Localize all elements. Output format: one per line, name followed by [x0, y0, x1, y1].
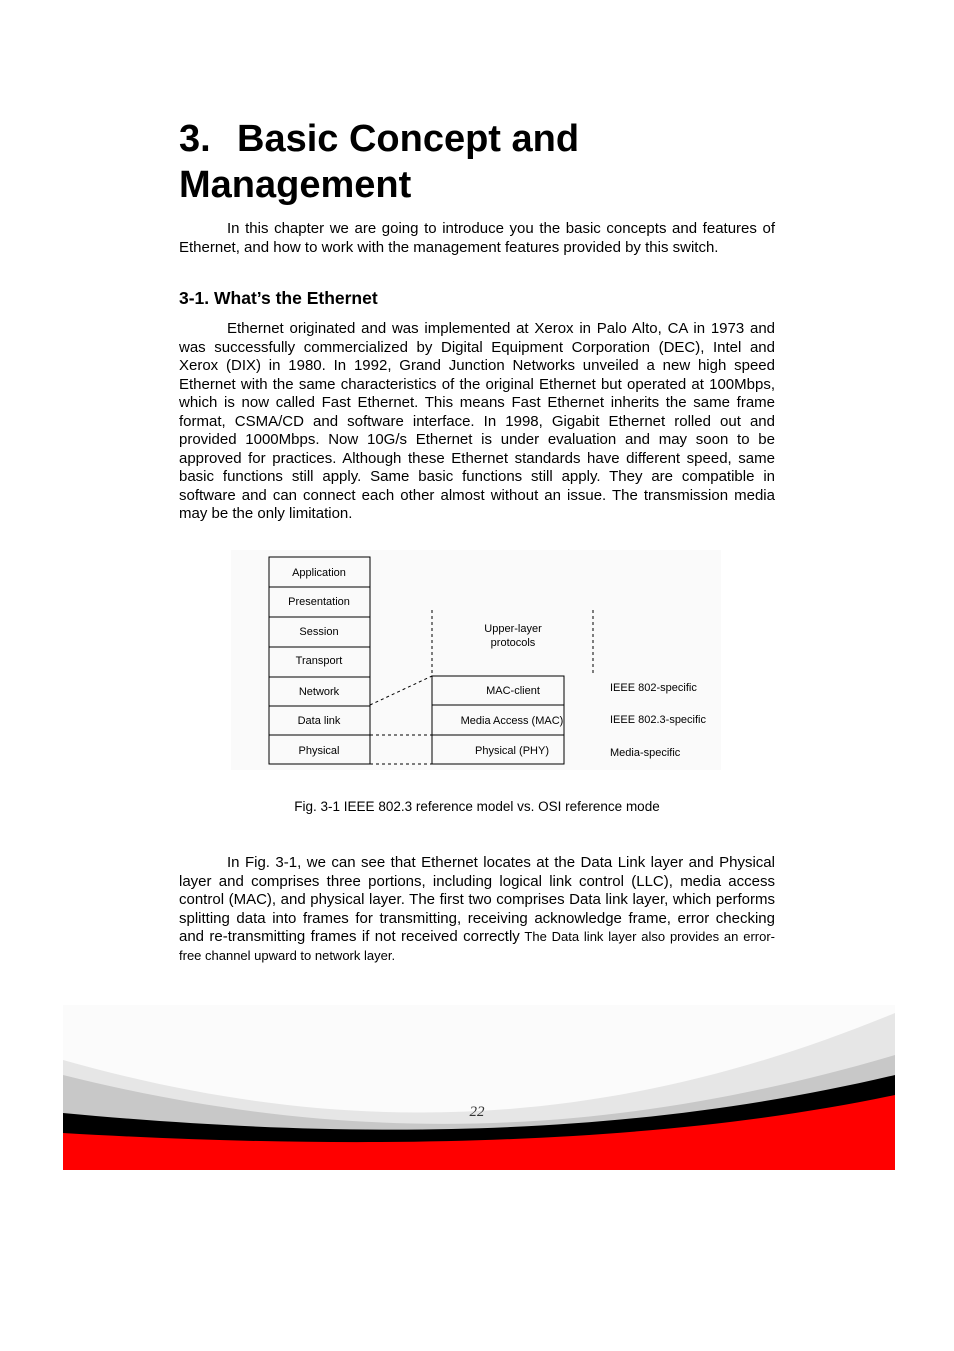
datalink-paragraph	[179, 854, 775, 965]
osi-layer-network: Network	[298, 686, 340, 698]
datalink-paragraph-tail: The Data link layer also provides an error-free channel upward to network layer.	[179, 929, 775, 963]
scope-label-802: IEEE 802-specific	[610, 682, 697, 694]
section-heading: 3-1. What’s the Ethernet	[179, 288, 378, 308]
osi-layer-physical: Physical	[298, 745, 340, 757]
ieee-layer-mac-client: MAC-client	[486, 685, 540, 697]
osi-layer-presentation: Presentation	[288, 596, 350, 608]
scope-label-8023: IEEE 802.3-specific	[610, 714, 706, 726]
chapter-title	[179, 116, 779, 208]
datalink-paragraph-main: In Fig. 3-1, we can see that Ethernet locates at the Data Link layer and Physical layer and comprises three portions, including logical link control (LLC), media access control (MAC), and physical layer. The first two comprises Data link layer, which performs splitting data into frames for transmitting, receiving acknowledge frame, error checking and re-transmitting frames if not received correctly	[179, 854, 775, 945]
footer-swoosh	[63, 1005, 895, 1170]
chapter-title-text: Basic Concept and Management	[179, 118, 580, 206]
ethernet-history-paragraph: Ethernet originated and was implemented at Xerox in Palo Alto, CA in 1973 and was successfully commercialized by Digital Equipment Corporation (DEC), Intel and Xerox (DIX) in 1980. In 1992, Grand Junction Networks unveiled a new high speed Ethernet with the same characteristics of the original Ethernet but operated at 100Mbps, which is now called Fast Ethernet. This means Fast Ethernet inherits the same frame format, CSMA/CD and software interface. In 1998, Gigabit Ethernet rolled out and provided 1000Mbps. Now 10G/s Ethernet is under evaluation and may soon to be approved for practices. Although these Ethernet standards have different speed, same basic functions still apply. Same basic functions still apply. They are compatible in software and can connect each other almost without an issue. The transmission media may be the only limitation.	[179, 320, 775, 522]
ieee-layer-mac: Media Access (MAC)	[460, 715, 564, 727]
osi-layer-transport: Transport	[295, 655, 343, 667]
intro-paragraph: In this chapter we are going to introduce you the basic concepts and features of Ethernet, and how to work with the management features provided by this switch.	[179, 220, 775, 256]
osi-ieee-figure	[231, 550, 721, 770]
dashed-connectors	[370, 610, 593, 764]
page-number: 22	[469, 1104, 485, 1120]
figure-caption: Fig. 3-1 IEEE 802.3 reference model vs. OSI reference mode	[294, 799, 660, 814]
ieee-layer-phy: Physical (PHY)	[475, 745, 549, 757]
chapter-number: 3.	[179, 118, 211, 160]
osi-layer-datalink: Data link	[297, 715, 341, 727]
osi-layer-application: Application	[292, 567, 346, 579]
osi-layer-session: Session	[299, 626, 339, 638]
upper-layer-protocols-label: Upper-layer protocols	[484, 623, 542, 649]
scope-label-media: Media-specific	[610, 747, 681, 759]
